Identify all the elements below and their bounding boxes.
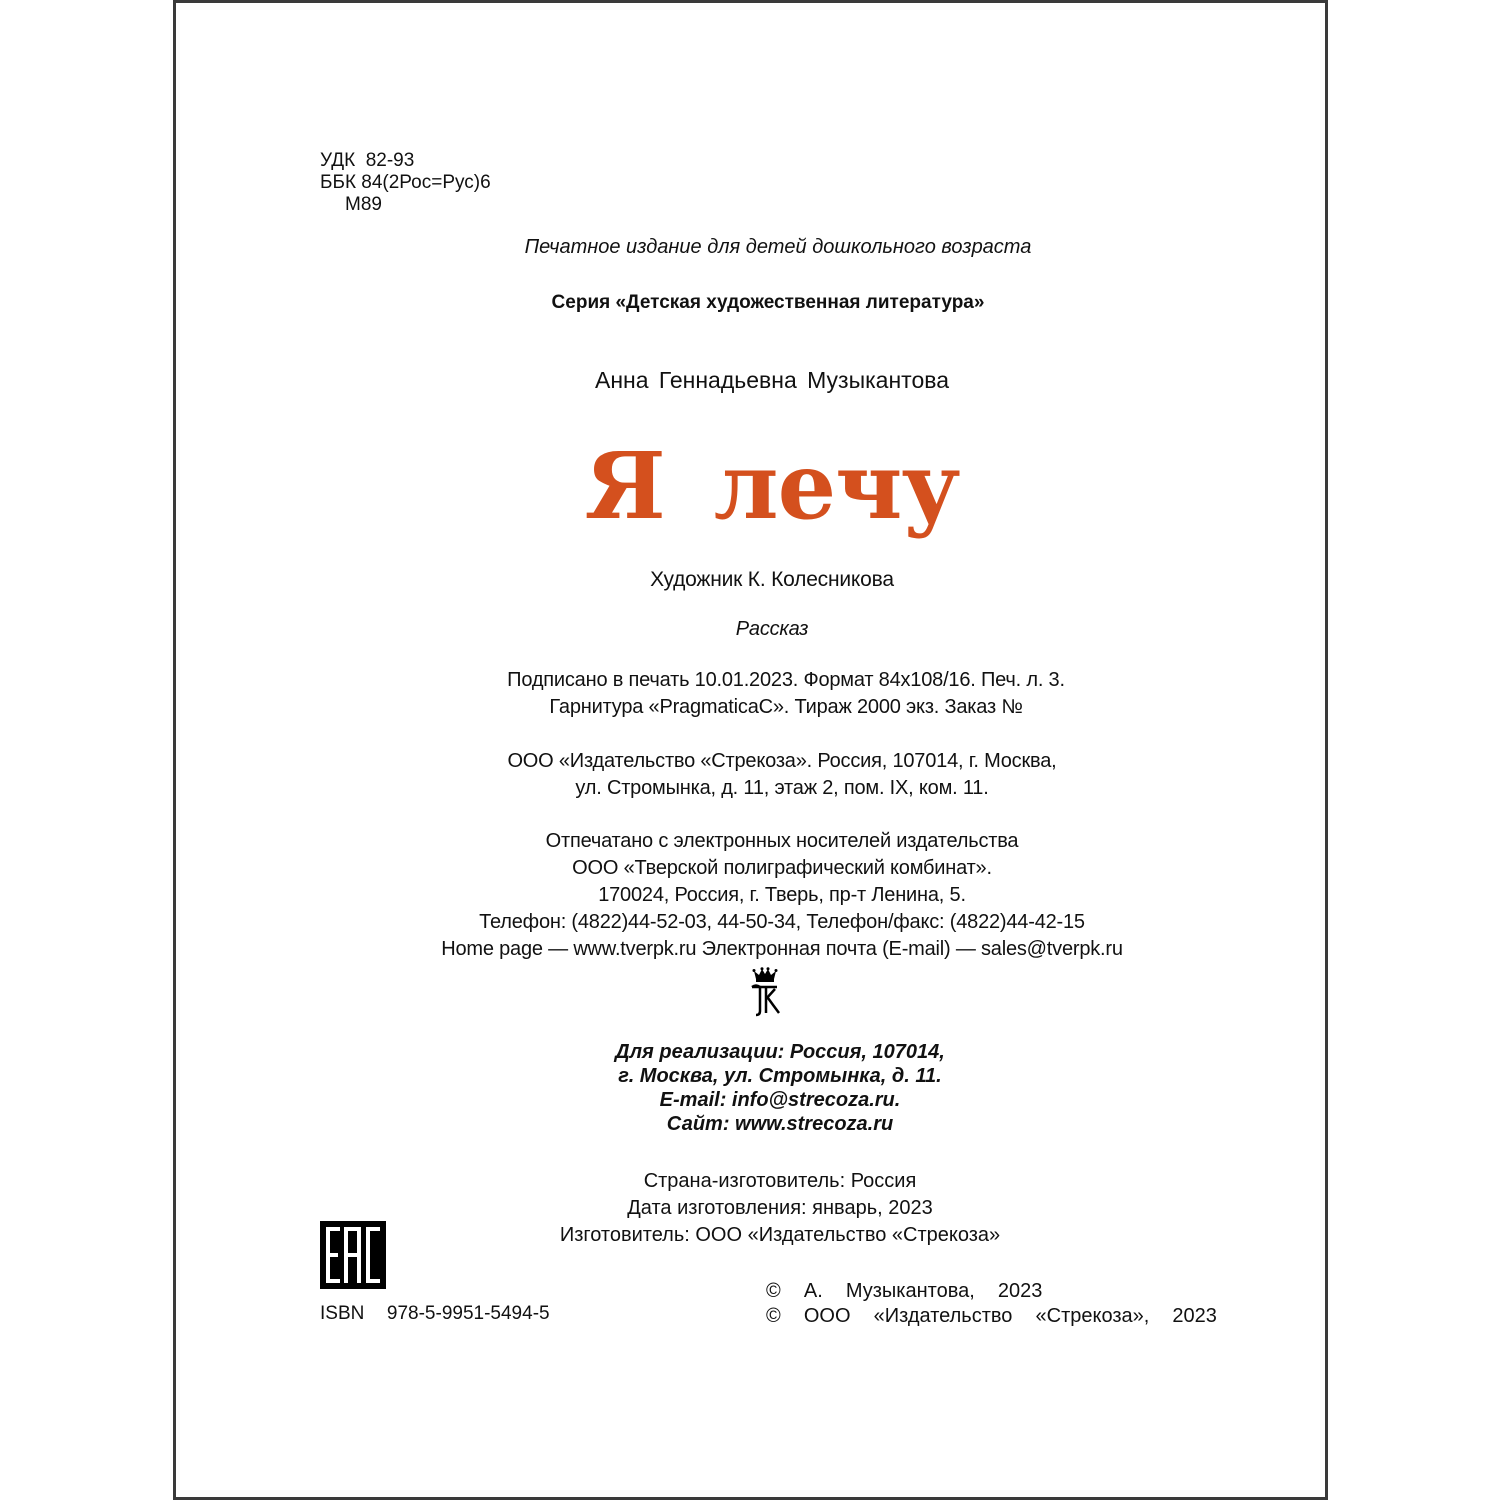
publisher-line: ул. Стромынка, д. 11, этаж 2, пом. IX, ком. 11. <box>575 777 989 799</box>
country-of-manufacture: Страна-изготовитель: Россия <box>643 1170 917 1192</box>
classification-block <box>320 150 491 216</box>
copyright-author: © А. Музыкантова, 2023 <box>766 1280 1043 1302</box>
crown-monogram-icon <box>747 967 783 1019</box>
printer-line: Home page — www.tverpk.ru Электронная почта (E-mail) — sales@tverpk.ru <box>441 938 1123 960</box>
printer-info <box>0 828 1500 963</box>
bbk-code: ББК 84(2Рос=Рус)6 <box>320 172 491 193</box>
artist-credit: Художник К. Колесникова <box>650 568 894 591</box>
copyright-block <box>766 1279 1217 1329</box>
publisher-address <box>0 748 1500 802</box>
publisher-line: ООО «Издательство «Стрекоза». Россия, 107014, г. Москва, <box>507 750 1057 772</box>
print-info-line: Гарнитура «PragmaticaC». Тираж 2000 экз. Заказ № <box>549 696 1023 718</box>
author-mark: М89 <box>345 194 382 215</box>
sales-contacts <box>0 1040 1500 1136</box>
edition-subtitle: Печатное издание для детей дошкольного возраста <box>524 236 1032 258</box>
isbn-number: ISBN 978-5-9951-5494-5 <box>320 1303 550 1324</box>
author-name: Анна Геннадьевна Музыкантова <box>595 367 949 393</box>
sales-email: E-mail: info@strecoza.ru. <box>659 1089 901 1111</box>
copyright-publisher: © ООО «Издательство «Стрекоза», 2023 <box>766 1305 1217 1327</box>
printer-line: Телефон: (4822)44-52-03, 44-50-34, Телефон/факс: (4822)44-42-15 <box>479 911 1085 933</box>
sales-website: Сайт: www.strecoza.ru <box>666 1113 894 1135</box>
sales-line: г. Москва, ул. Стромынка, д. 11. <box>618 1065 942 1087</box>
eac-mark-icon <box>320 1221 386 1289</box>
udk-code: УДК 82-93 <box>320 150 415 171</box>
genre-label: Рассказ <box>735 618 809 640</box>
book-title: Я лечу <box>584 432 960 540</box>
series-name: Серия «Детская художественная литература» <box>551 292 985 313</box>
manufacture-date: Дата изготовления: январь, 2023 <box>627 1197 933 1219</box>
manufacturer-name: Изготовитель: ООО «Издательство «Стрекоза» <box>559 1224 1001 1246</box>
print-info <box>0 667 1500 721</box>
sales-line: Для реализации: Россия, 107014, <box>615 1041 945 1063</box>
printer-line: Отпечатано с электронных носителей издательства <box>545 830 1019 852</box>
printer-line: ООО «Тверской полиграфический комбинат». <box>572 857 992 879</box>
printer-line: 170024, Россия, г. Тверь, пр-т Ленина, 5. <box>598 884 966 906</box>
print-info-line: Подписано в печать 10.01.2023. Формат 84х108/16. Печ. л. 3. <box>507 669 1065 691</box>
manufacturer-info <box>0 1168 1500 1249</box>
